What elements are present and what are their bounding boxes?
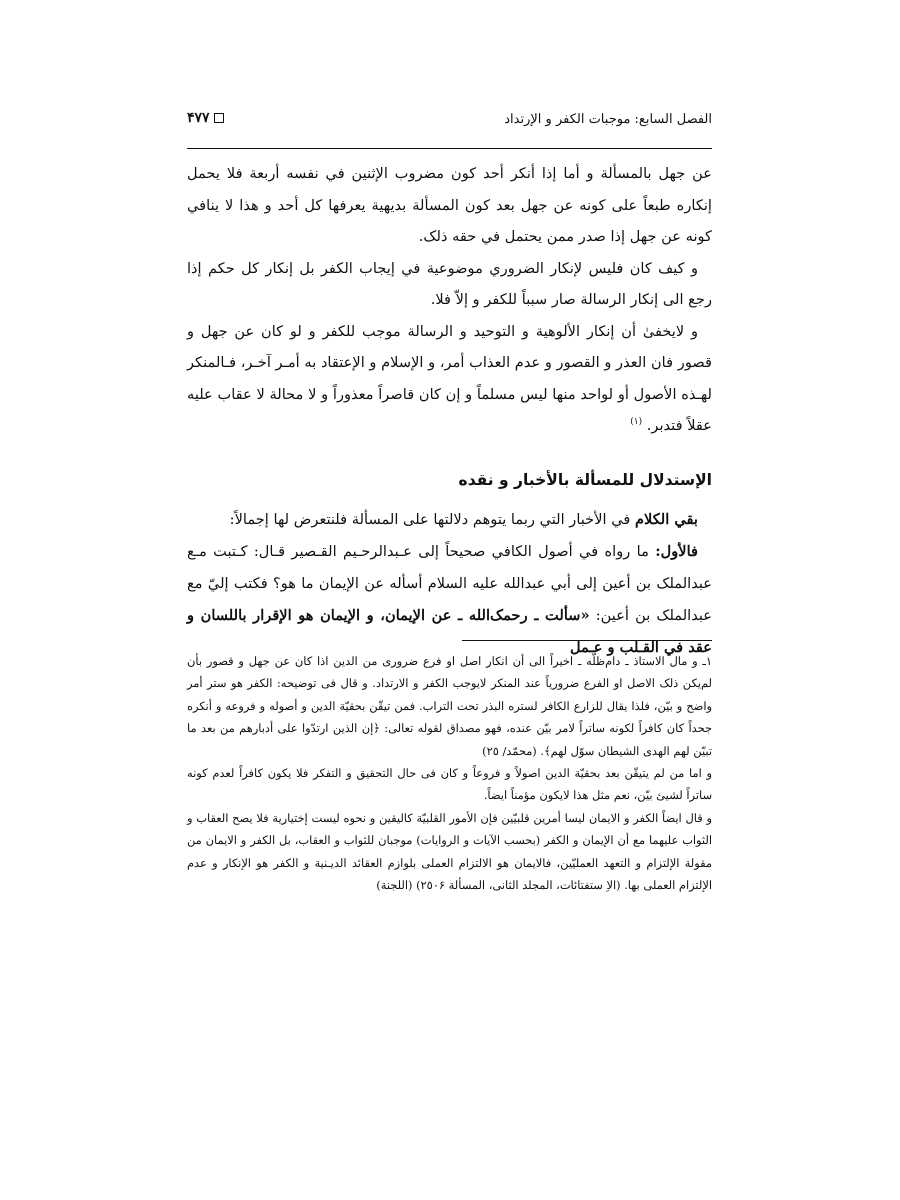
- square-bullet-icon: [214, 113, 224, 123]
- chapter-title: الفصل السابع: موجبات الكفر و الإرتداد: [504, 112, 712, 127]
- footnote-rule: [462, 640, 712, 641]
- paragraph: [187, 536, 712, 664]
- footnote: ١ـ و مال الاستاذ ـ دام‌ظلّه ـ اخيراً الى أن انكار اصل او فرع ضرورى من الدين اذا كان عن جهل و قصور بأن لم‌يكن ذلک الاصل او الفرع ضرورياً عند المنكر لايوجب الكفر و الارتداد. و قال فى توضيحه: الكفر هو ستر أمر واضح و بيّن، فلذا يقال للزارع الكافر لستره البذر تحت التراب. فمن تيقّن بحقيّة الدين و أصوله و فروعه و أنكره جحداً كان كافراً لكونه ساتراً لامر بيّن عنده، فهو مصداق لقوله تعالى: ﴿إن الذين ارتدّوا على أدبارهم من بعد ما تبيّن لهم الهدى الشيطان سوّل لهم﴾. (محمّد/ ٢٥): [187, 654, 712, 758]
- book-page: [187, 108, 712, 893]
- quoted-hadith: «سألت ـ رحمک‌الله ـ عن الإيمان، و الإيمان هو الإقرار باللسان و عقد في القـلب و عـمل: [187, 607, 712, 656]
- page-number: [187, 110, 224, 126]
- paragraph: عن جهل بالمسألة و أما إذا أنكر أحد كون مضروب الإثنين في نفسه أربعة فلا يحمل إنكاره طبعاً على كونه عن جهل بعد كون المسألة بديهية يعرفها كل أحد و هذا لا ينافي كونه عن جهل إذا صدر ممن يحتمل في حقه ذلک.: [187, 165, 712, 245]
- footnote-reference: (۱): [630, 417, 643, 428]
- paragraph: [187, 504, 712, 536]
- main-text: [187, 158, 712, 442]
- bold-lead: فالأول:: [655, 543, 698, 560]
- footnote: و قال ايضاً الكفر و الايمان ليسا أمرين قلبيّين فإن الأمور القلبيّة كاليقين و نحوه ليست إختيارية فلا يصح العقاب و الثواب عليهما مع أن الإيمان و الكفر (بحسب الآيات و الروايات) موجبان للثواب و العقاب، بل الكفر و الايمان من مقولة الإلتزام و التعهد العمليّين، فالايمان هو الالتزام العملى بلوازم العقائد الديـنية و الكفر هو الإنكار و عدم الإلتزام العملى بها. (الاِ ستفتائات، المجلد الثانى، المسألة ٢٥٠۶) (اللجنة): [187, 810, 712, 893]
- page-number-value: ۴۷۷: [187, 110, 210, 126]
- running-header: [187, 108, 712, 136]
- footnote: و اما من لم يتيقّن بعد بحقيّة الدين اصولاً و فروعاً و كان فى حال التحقيق و التفكر فلا يكون كافراً لعدم كونه ساتراً لشيئ بيّن، نعم مثل هذا لايكون مؤمناً ايضاً.: [187, 766, 712, 803]
- bold-lead: بقي الكلام: [635, 511, 698, 528]
- paragraph-text: و لايخفىٰ أن إنكار الألوهية و التوحيد و الرسالة موجب للكفر و لو كان عن جهل و قصور فان العذر و القصور و عدم العذاب أمر، و الإسلام و الإعتقاد به أمـر آخـر، فـالمنكر لهـذه الأصول أو لواحد منها ليس مسلماً و إن كان قاصراً معذوراً و لا محالة لا عقاب عليه عقلاً فتدبر.: [187, 322, 712, 434]
- paragraph: و كيف كان فليس لإنكار الضروري موضوعية في إيجاب الكفر بل إنكار كل حكم إذا رجع الى إنكار الرسالة صار سبباً للكفر و إلاّ فلا.: [187, 259, 712, 308]
- paragraph-text: ما رواه في أصول الكافي صحيحاً إلى عـبدالرحـيم القـصير قـال: كـتبت مـع عبدالملک بن أعين إلى أبي عبدالله عليه السلام أسأله عن الإيمان ما هو؟ فكتب إليّ مع عبدالملک بن أعين:: [187, 543, 712, 624]
- section-heading: الإستدلال للمسألة بالأخبار و نقده: [458, 471, 712, 489]
- footnotes: [187, 650, 712, 896]
- header-rule: [187, 148, 712, 149]
- paragraph-text: في الأخبار التي ربما يتوهم دلالتها على المسألة فلنتعرض لها إجمالاً:: [229, 511, 635, 528]
- paragraph: [187, 316, 712, 442]
